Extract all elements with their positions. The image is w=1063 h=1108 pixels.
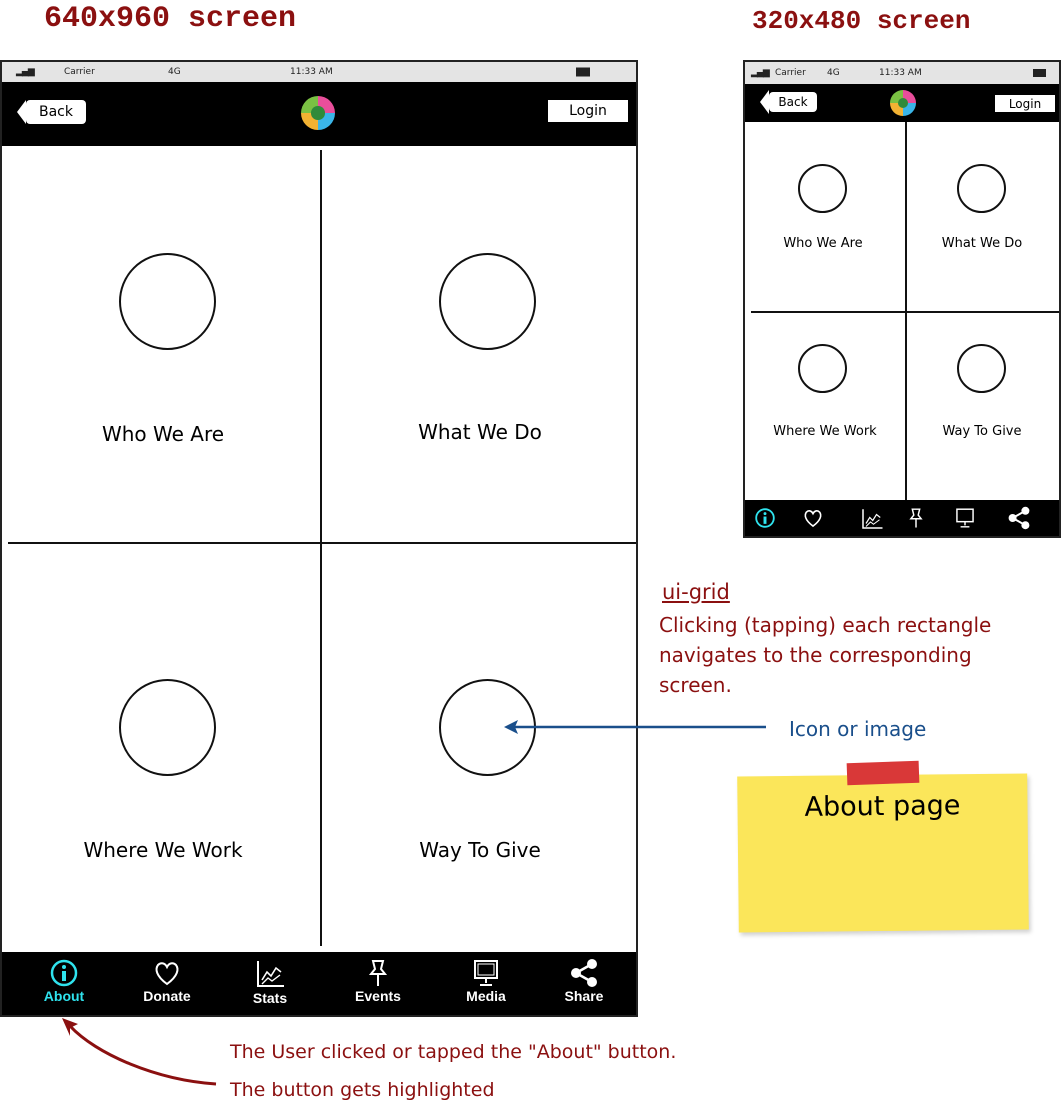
grid-divider-horizontal-small: [751, 311, 1059, 313]
ui-grid-annotation-title: ui-grid: [662, 580, 730, 604]
who-we-are-label: Who We Are: [101, 422, 225, 446]
what-we-do-label: What We Do: [418, 420, 542, 444]
sticky-note-text: About page: [804, 790, 961, 823]
time-label-small: 11:33 AM: [879, 68, 922, 78]
nav-bar-small: [745, 84, 1059, 122]
what-we-do-image: [439, 253, 536, 350]
way-to-give-label: Way To Give: [419, 838, 541, 862]
tab-share[interactable]: [544, 958, 624, 1004]
chart-icon: [254, 958, 286, 990]
network-label-small: 4G: [827, 68, 840, 78]
sticky-note-tape: [847, 761, 920, 785]
ui-grid-annotation-line-1: Clicking (tapping) each rectangle: [659, 613, 992, 637]
title-large-screen: 640x960 screen: [44, 2, 297, 36]
monitor-icon: [471, 958, 501, 988]
signal-icon: ▂▄▆: [16, 67, 34, 77]
tab-about[interactable]: [24, 958, 104, 1004]
icon-arrow-connector: [500, 716, 770, 738]
tab-bar-small: [745, 500, 1059, 536]
tab-stats[interactable]: [230, 958, 310, 1006]
tab-stats-label: Stats: [252, 990, 288, 1006]
ui-grid-annotation-line-3: screen.: [659, 673, 732, 697]
who-we-are-image-small: [798, 164, 847, 213]
info-icon: [49, 958, 79, 988]
login-label-small: Login: [1008, 96, 1042, 111]
heart-icon-small[interactable]: [802, 507, 824, 529]
phone-small: [743, 60, 1061, 538]
signal-icon-small: ▂▄▆: [751, 68, 769, 78]
tab-share-label: Share: [564, 988, 604, 1004]
where-we-work-label-small[interactable]: Where We Work: [773, 424, 877, 439]
way-to-give-label-small[interactable]: Way To Give: [942, 424, 1022, 439]
icon-image-annotation: Icon or image: [789, 717, 927, 741]
nav-bar: [2, 82, 636, 146]
where-we-work-image-small: [798, 344, 847, 393]
pushpin-icon: [363, 958, 393, 988]
tab-events[interactable]: [338, 958, 418, 1004]
battery-icon-small: [1033, 69, 1046, 77]
back-button-small[interactable]: [769, 92, 817, 112]
share-icon-small[interactable]: [1007, 506, 1031, 530]
login-button[interactable]: [548, 100, 628, 122]
login-label: Login: [569, 103, 607, 119]
carrier-label-small: Carrier: [775, 68, 806, 78]
tab-media-label: Media: [466, 988, 506, 1004]
phone-large: [0, 60, 638, 1017]
tab-donate[interactable]: [127, 958, 207, 1004]
grid-cell-who-we-are[interactable]: [2, 146, 320, 542]
way-to-give-image-small: [957, 344, 1006, 393]
grid-cell-way-to-give[interactable]: [322, 544, 636, 952]
click-annotation-line-1: The User clicked or tapped the "About" button.: [230, 1041, 677, 1063]
tab-media[interactable]: [446, 958, 526, 1004]
ui-grid: [2, 146, 636, 952]
sticky-note: [737, 773, 1029, 932]
login-button-small[interactable]: [995, 95, 1055, 112]
tab-about-label: About: [43, 988, 85, 1004]
share-icon: [569, 958, 599, 988]
battery-icon: [576, 68, 590, 77]
who-we-are-image: [119, 253, 216, 350]
grid-cell-what-we-do[interactable]: [322, 146, 636, 542]
where-we-work-image: [119, 679, 216, 776]
monitor-icon-small[interactable]: [954, 507, 976, 529]
time-label: 11:33 AM: [290, 67, 333, 77]
ui-grid-small: [745, 122, 1059, 500]
carrier-label: Carrier: [64, 67, 95, 77]
back-label: Back: [39, 104, 73, 120]
status-bar: [2, 62, 636, 83]
info-icon-small[interactable]: [754, 507, 776, 529]
about-arrow-connector: [56, 1014, 226, 1090]
tab-donate-label: Donate: [143, 988, 191, 1004]
title-small-screen: 320x480 screen: [752, 6, 971, 36]
status-bar-small: [745, 62, 1059, 85]
app-logo: [301, 96, 335, 130]
click-annotation-line-2: The button gets highlighted: [230, 1079, 495, 1101]
back-button[interactable]: [26, 100, 86, 124]
network-label: 4G: [168, 67, 181, 77]
tab-bar: [2, 952, 636, 1015]
chart-icon-small[interactable]: [860, 507, 884, 531]
what-we-do-image-small: [957, 164, 1006, 213]
where-we-work-label: Where We Work: [83, 838, 243, 862]
tab-events-label: Events: [355, 988, 401, 1004]
what-we-do-label-small[interactable]: What We Do: [941, 236, 1023, 251]
back-label-small: Back: [778, 95, 808, 109]
app-logo-small: [890, 90, 916, 116]
ui-grid-annotation-line-2: navigates to the corresponding: [659, 643, 972, 667]
who-we-are-label-small[interactable]: Who We Are: [783, 236, 863, 251]
heart-icon: [152, 958, 182, 988]
grid-cell-where-we-work[interactable]: [2, 544, 320, 952]
pushpin-icon-small[interactable]: [905, 507, 927, 529]
